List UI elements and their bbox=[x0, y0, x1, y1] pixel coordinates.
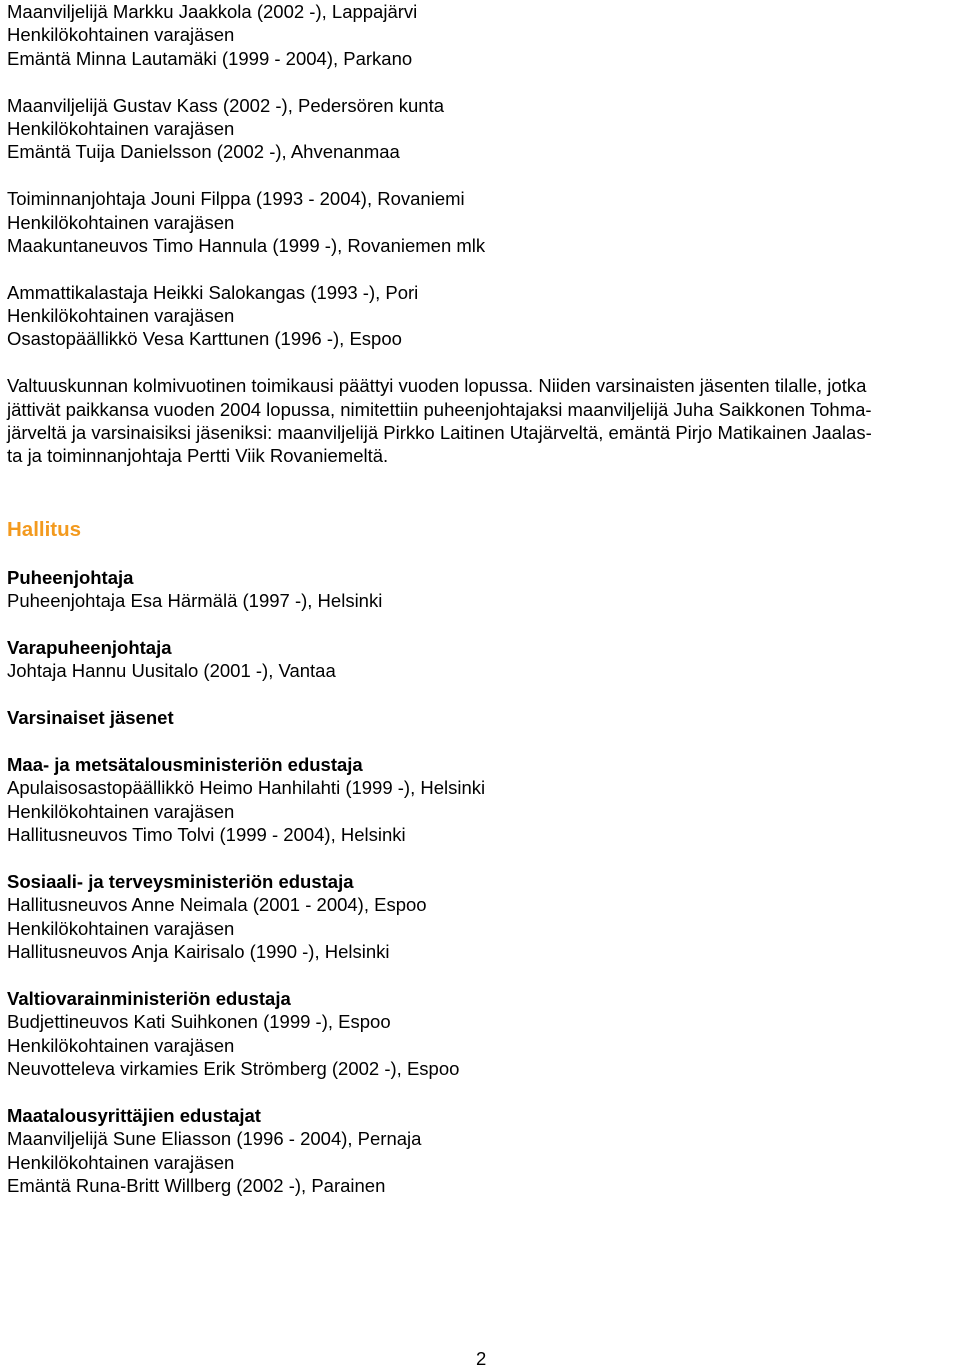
paragraph-line: järveltä ja varsinaisiksi jäseniksi: maanviljelijä Pirkko Laitinen Utajärveltä, emäntä Pirjo Matikainen Jaalas- bbox=[7, 422, 872, 444]
group-heading: Valtiovarainministeriön edustaja bbox=[7, 987, 291, 1009]
member-line: Hallitusneuvos Anne Neimala (2001 - 2004), Espoo bbox=[7, 894, 427, 916]
member-line: Henkilökohtainen varajäsen bbox=[7, 24, 235, 46]
member-line: Emäntä Runa-Britt Willberg (2002 -), Parainen bbox=[7, 1174, 386, 1196]
member-line: Maakuntaneuvos Timo Hannula (1999 -), Rovaniemen mlk bbox=[7, 234, 486, 256]
group-heading: Maa- ja metsätalousministeriön edustaja bbox=[7, 753, 363, 775]
member-line: Henkilökohtainen varajäsen bbox=[7, 117, 235, 139]
member-line: Neuvotteleva virkamies Erik Strömberg (2002 -), Espoo bbox=[7, 1058, 460, 1080]
heading-varsinaiset-jasenet: Varsinaiset jäsenet bbox=[7, 707, 174, 729]
group-heading: Maatalousyrittäjien edustajat bbox=[7, 1104, 261, 1126]
page-number: 2 bbox=[476, 1348, 487, 1369]
group-heading: Sosiaali- ja terveysministeriön edustaja bbox=[7, 870, 354, 892]
heading-varapuheenjohtaja: Varapuheenjohtaja bbox=[7, 636, 172, 658]
member-line: Emäntä Tuija Danielsson (2002 -), Ahvenanmaa bbox=[7, 141, 400, 163]
document-page bbox=[7, 0, 953, 1197]
member-line: Apulaisosastopäällikkö Heimo Hanhilahti (1999 -), Helsinki bbox=[7, 777, 486, 799]
paragraph-line: ta ja toiminnanjohtaja Pertti Viik Rovaniemeltä. bbox=[7, 445, 389, 467]
term-paragraph bbox=[7, 374, 953, 468]
member-line: Maanviljelijä Sune Eliasson (1996 - 2004), Pernaja bbox=[7, 1128, 422, 1150]
member-line: Henkilökohtainen varajäsen bbox=[7, 1151, 235, 1173]
group-mmm bbox=[7, 753, 953, 847]
member-line: Johtaja Hannu Uusitalo (2001 -), Vantaa bbox=[7, 660, 336, 682]
group-vm bbox=[7, 987, 953, 1081]
member-line: Ammattikalastaja Heikki Salokangas (1993 -), Pori bbox=[7, 281, 419, 303]
group-stm bbox=[7, 870, 953, 964]
member-block-3 bbox=[7, 187, 953, 257]
member-line: Henkilökohtainen varajäsen bbox=[7, 800, 235, 822]
member-block-2 bbox=[7, 94, 953, 164]
member-line: Hallitusneuvos Anja Kairisalo (1990 -), Helsinki bbox=[7, 941, 390, 963]
heading-puheenjohtaja: Puheenjohtaja bbox=[7, 566, 134, 588]
paragraph-line: Valtuuskunnan kolmivuotinen toimikausi päättyi vuoden lopussa. Niiden varsinaisten jäsenten tilalle, jotka bbox=[7, 375, 867, 397]
member-line: Puheenjohtaja Esa Härmälä (1997 -), Helsinki bbox=[7, 590, 383, 612]
member-line: Toiminnanjohtaja Jouni Filppa (1993 - 2004), Rovaniemi bbox=[7, 188, 465, 210]
member-line: Osastopäällikkö Vesa Karttunen (1996 -), Espoo bbox=[7, 328, 402, 350]
paragraph-line: jättivät paikkansa vuoden 2004 lopussa, nimitettiin puheenjohtajaksi maanviljelijä Juha Saikkonen Tohma- bbox=[7, 398, 872, 420]
section-title-hallitus: Hallitus bbox=[7, 517, 82, 541]
member-line: Emäntä Minna Lautamäki (1999 - 2004), Parkano bbox=[7, 47, 413, 69]
member-line: Hallitusneuvos Timo Tolvi (1999 - 2004), Helsinki bbox=[7, 824, 406, 846]
member-line: Maanviljelijä Markku Jaakkola (2002 -), Lappajärvi bbox=[7, 1, 418, 22]
group-maatalousyrittajat bbox=[7, 1104, 953, 1198]
member-block-4 bbox=[7, 281, 953, 351]
member-line: Budjettineuvos Kati Suihkonen (1999 -), Espoo bbox=[7, 1011, 391, 1033]
member-line: Henkilökohtainen varajäsen bbox=[7, 1034, 235, 1056]
member-block-1 bbox=[7, 0, 953, 70]
member-line: Henkilökohtainen varajäsen bbox=[7, 305, 235, 327]
member-line: Henkilökohtainen varajäsen bbox=[7, 211, 235, 233]
member-line: Maanviljelijä Gustav Kass (2002 -), Pedersören kunta bbox=[7, 94, 445, 116]
member-line: Henkilökohtainen varajäsen bbox=[7, 917, 235, 939]
